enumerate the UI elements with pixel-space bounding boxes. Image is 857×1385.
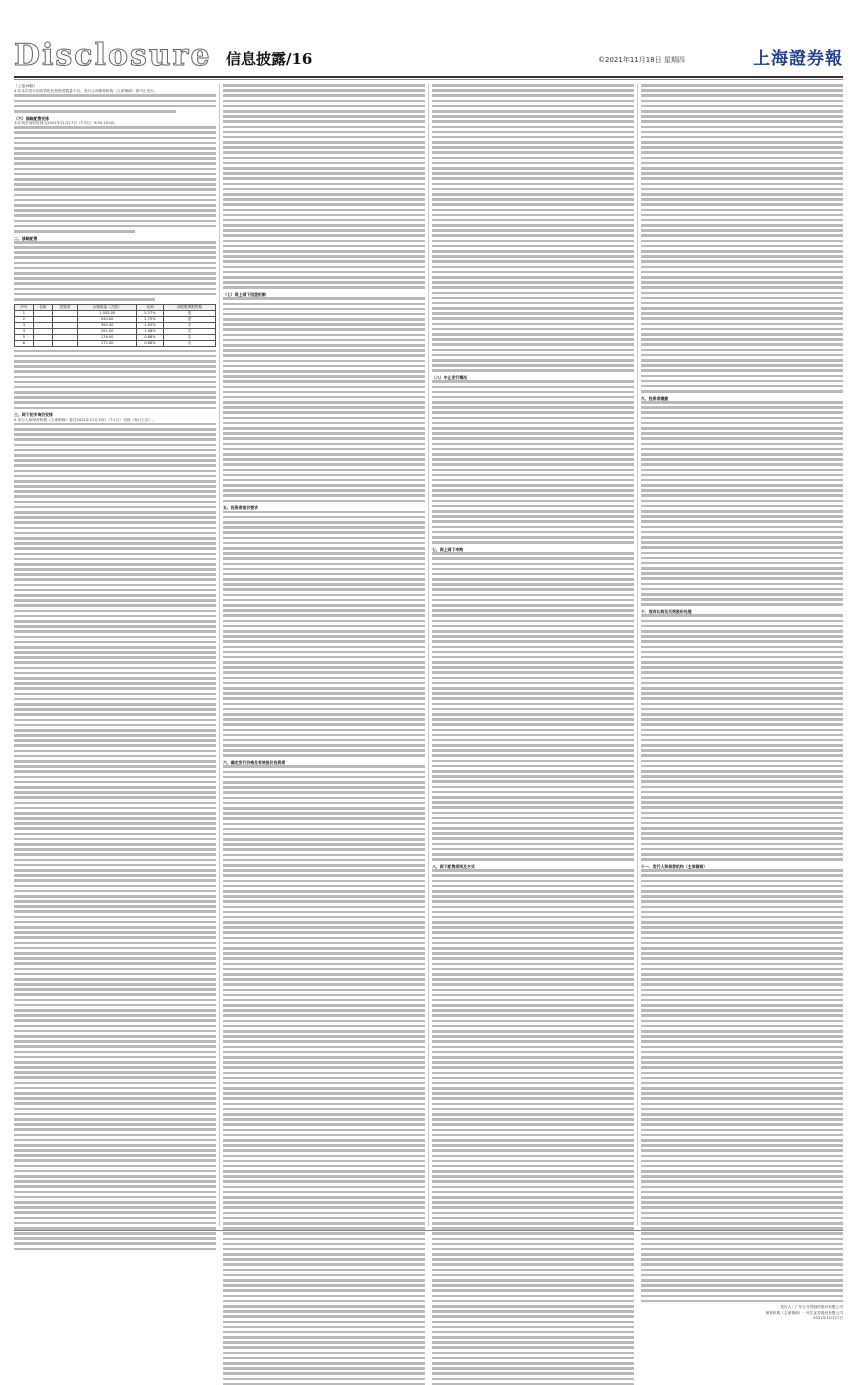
underwriter-signature: 保荐机构（主承销商）：民生证券股份有限公司: [765, 1310, 843, 1315]
section-heading: 二、战略配售: [14, 235, 38, 241]
text-block: [641, 401, 843, 606]
text-block: [14, 423, 216, 1250]
column-1: [14, 84, 216, 1226]
table-header: 投资者: [52, 304, 78, 310]
section-heading: （六）战略配售安排: [14, 115, 50, 121]
newspaper-name: 上海證券報: [753, 49, 843, 69]
section-heading: 八、网下配售原则及方式: [432, 863, 475, 869]
article-columns: [14, 84, 843, 1320]
column-divider: [637, 84, 638, 1226]
section-title: 信息披露/16: [226, 50, 313, 68]
table-row: [15, 340, 216, 346]
section-heading: （八）中止发行情况: [432, 374, 468, 380]
table-cell: 2: [15, 316, 34, 322]
text-block: [14, 126, 216, 232]
text-block: [223, 511, 425, 757]
table-header: 比例: [137, 304, 164, 310]
table-cell: 4: [15, 328, 34, 334]
section-heading: 三、网下初步询价安排: [14, 412, 53, 418]
table-cell: 6: [15, 340, 34, 346]
text-block: [641, 84, 843, 393]
table-cell: 5.27%: [137, 310, 164, 316]
paragraph: 4.若本次发行的有效报价投资者数量不足，发行人和保荐机构（主承销商）将中止发行。: [14, 89, 158, 94]
page-footer: [14, 1230, 843, 1244]
text-block: [432, 869, 634, 1385]
text-block: [432, 552, 634, 861]
paragraph: 本次初步询价时间为2021年11月17日（T-3日）9:30-15:00。: [14, 120, 118, 125]
text-block: [223, 84, 425, 289]
table-cell: 0.88%: [137, 334, 164, 340]
brand-logo: Disclosure: [14, 38, 212, 73]
text-block: [14, 94, 216, 112]
text-block: [223, 297, 425, 502]
table-cell: 否: [163, 334, 215, 340]
table-header: 名称: [33, 304, 52, 310]
column-2: [223, 84, 425, 1226]
text-block: [223, 765, 425, 1385]
column-4: [641, 84, 843, 1320]
paragraph: 5.发行人和保荐机构（主承销商）将在2021年11月19日（T-1日）刊登《发行公告》。: [14, 417, 157, 422]
issuer-signature: 发行人：广东万年青制药股份有限公司: [780, 1305, 843, 1310]
table-header: 获配股票限售期: [163, 304, 215, 310]
header-rule-thin: [14, 79, 843, 80]
table-cell: 是: [163, 316, 215, 322]
table-cell: 1: [15, 310, 34, 316]
strategic-placement-table: [14, 304, 216, 347]
table-cell: 540.00: [78, 316, 137, 322]
footer-rule: [14, 1230, 843, 1231]
table-cell: 3: [15, 322, 34, 328]
text-block: [14, 241, 216, 301]
table-cell: 390.00: [78, 322, 137, 328]
table-cell: 1.95%: [137, 322, 164, 328]
section-heading: （七）网上网下回拨机制: [223, 291, 266, 297]
table-cell: 176.00: [78, 334, 137, 340]
table-header: 认购数量（万股）: [78, 304, 137, 310]
table-cell: 否: [163, 340, 215, 346]
section-heading: 五、投资者报价要求: [223, 505, 259, 511]
section-heading: 十一、发行人和保荐机构（主承销商）: [641, 863, 708, 869]
column-divider: [428, 84, 429, 1226]
table-cell: 1,053.00: [78, 310, 137, 316]
masthead: [14, 40, 843, 74]
sign-date: 2021年11月17日: [813, 1315, 843, 1320]
table-cell: 5: [15, 334, 34, 340]
section-heading: 六、确定发行价格及有效报价投资者: [223, 760, 286, 766]
text-block: [14, 350, 216, 410]
table-cell: 否: [163, 322, 215, 328]
section-heading: 七、网上网下申购: [432, 546, 464, 552]
table-cell: 172.00: [78, 340, 137, 346]
table-cell: 1.46%: [137, 328, 164, 334]
table-cell: 否: [163, 328, 215, 334]
table-header: 序号: [15, 304, 34, 310]
column-3: [432, 84, 634, 1226]
header-rule: [14, 76, 843, 78]
section-heading: 十、放弃认购及无效股份处理: [641, 608, 692, 614]
table-cell: [33, 340, 52, 346]
table-cell: 是: [163, 310, 215, 316]
section-heading: 九、投资者缴款: [641, 395, 669, 401]
issue-date: ©2021年11月18日 星期四: [598, 56, 685, 64]
table-cell: [52, 340, 78, 346]
text-block: [641, 614, 843, 860]
table-cell: 2.70%: [137, 316, 164, 322]
table-cell: 0.86%: [137, 340, 164, 346]
text-block: [432, 84, 634, 372]
table-cell: 291.00: [78, 328, 137, 334]
column-intro: （上接16版）: [14, 84, 38, 88]
text-block: [432, 380, 634, 543]
column-divider: [219, 84, 220, 1226]
